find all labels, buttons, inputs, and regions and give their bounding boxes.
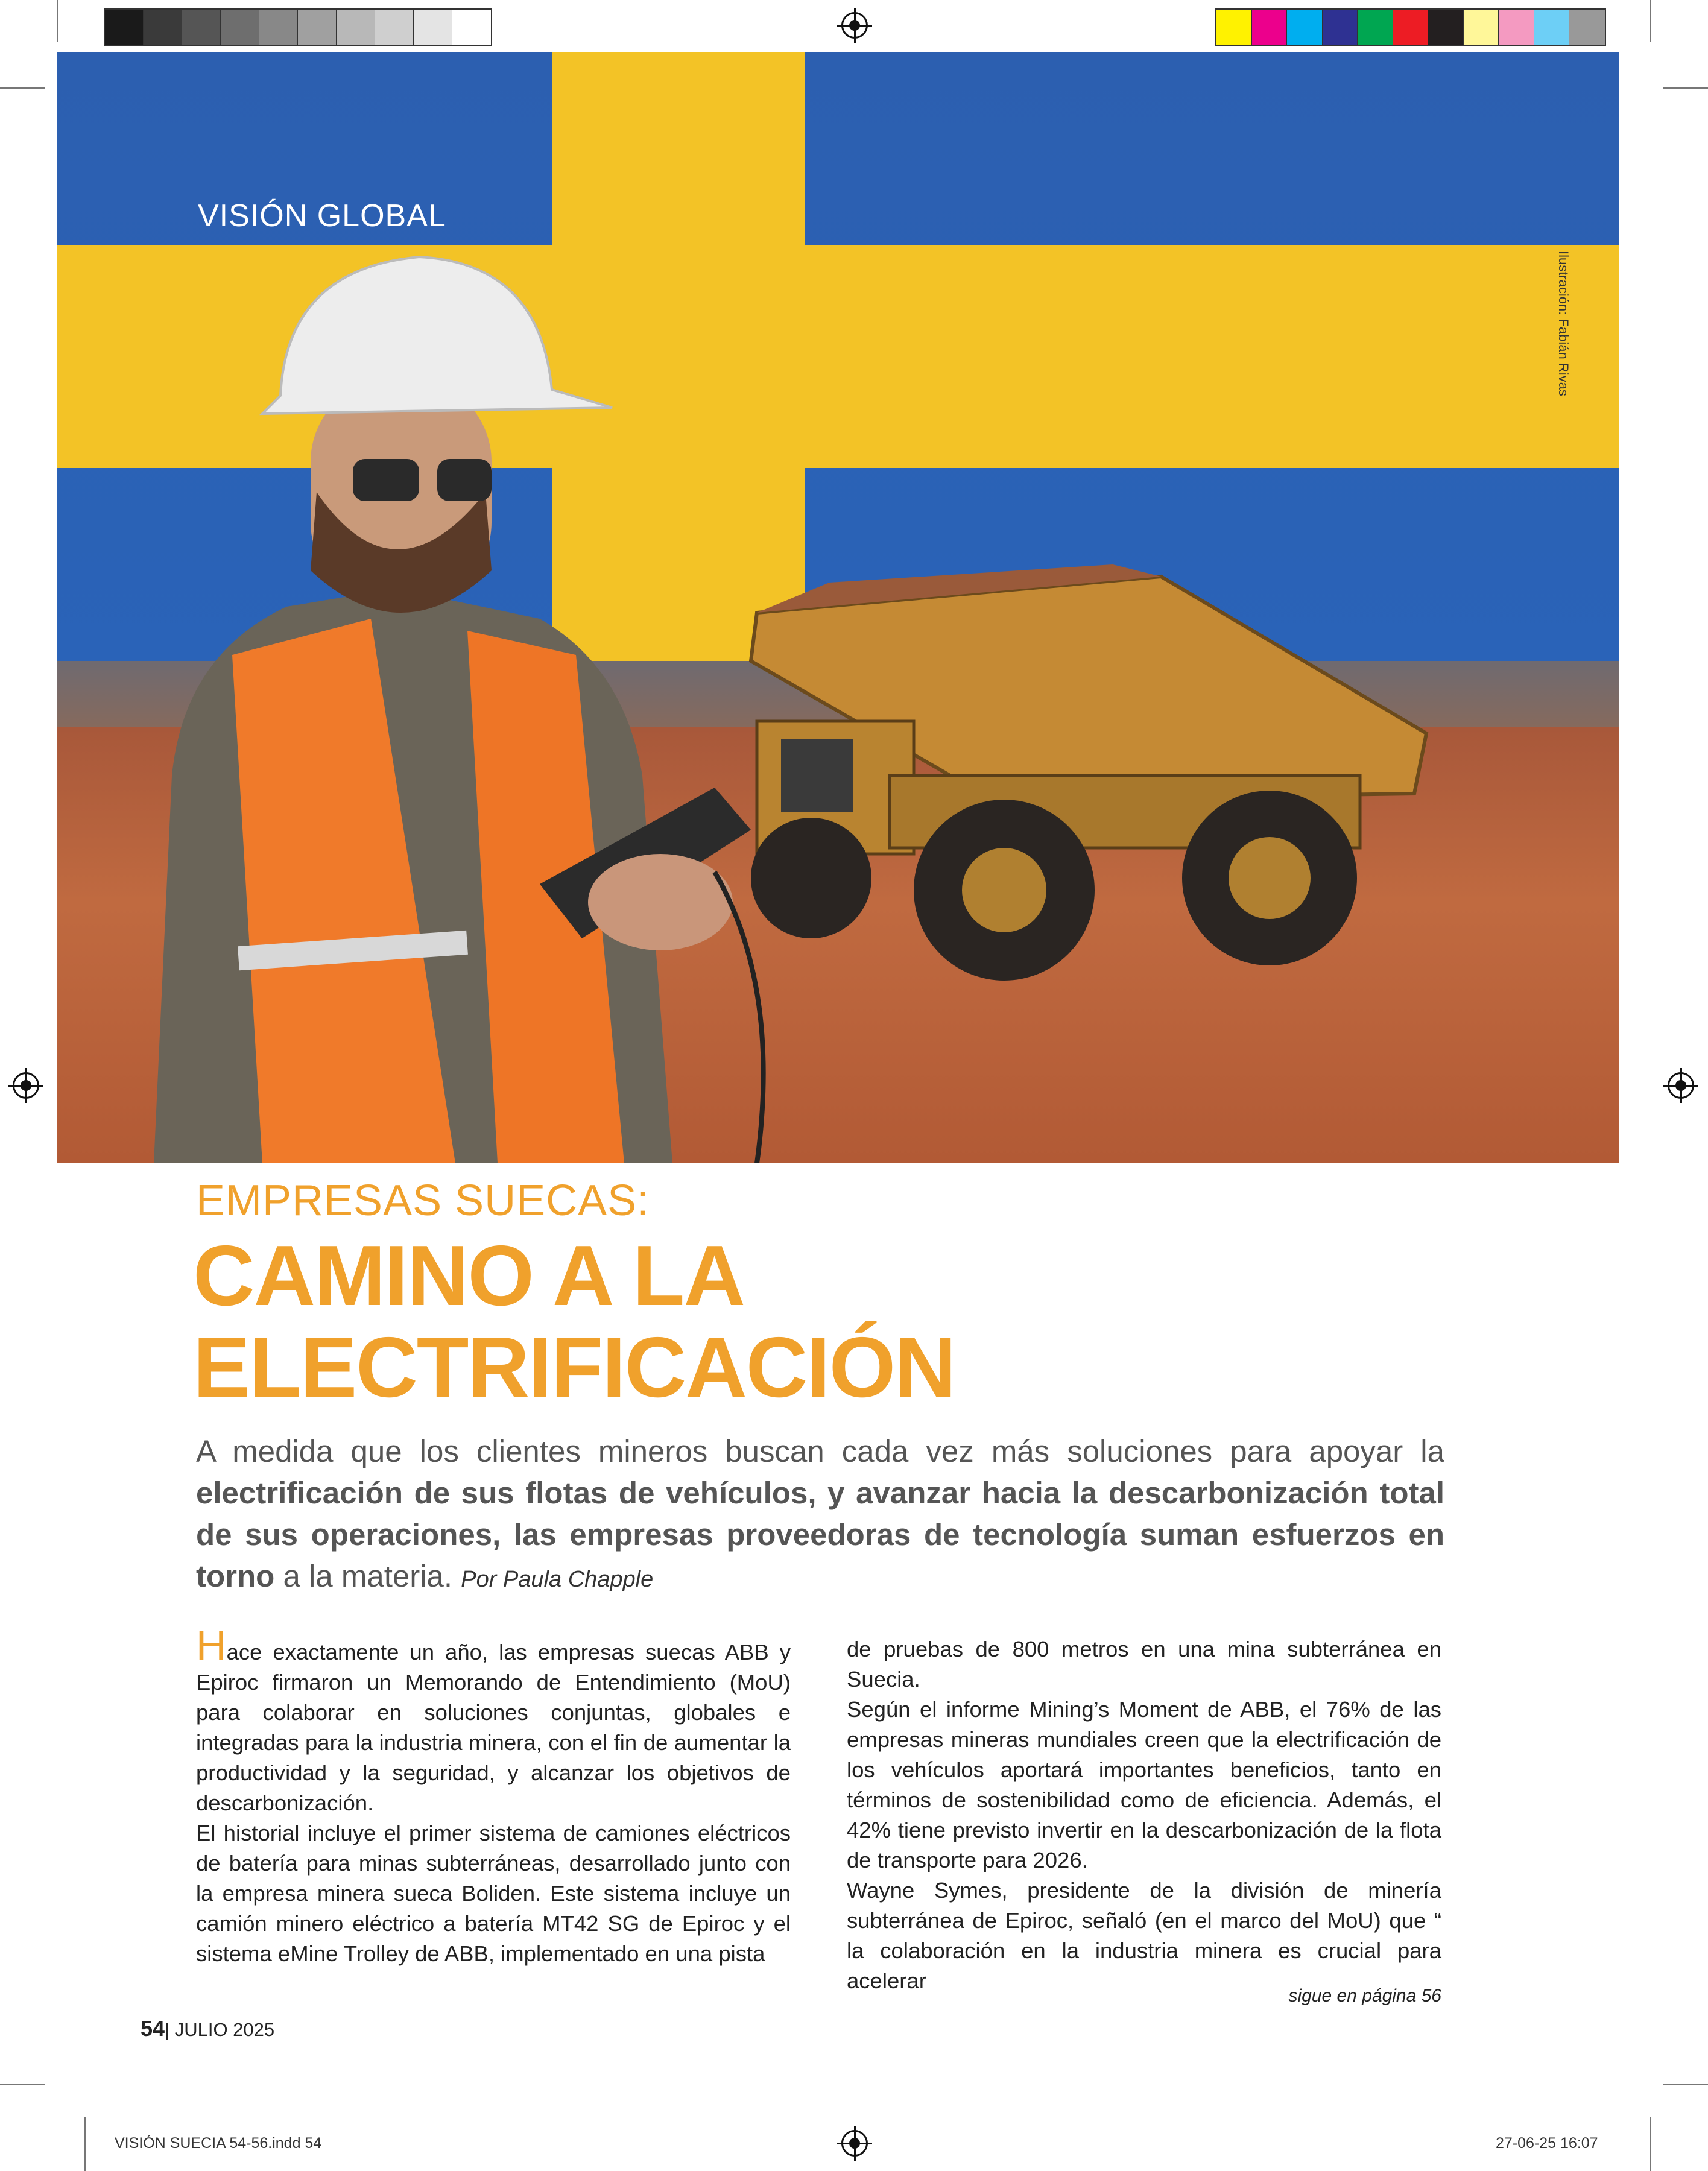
lead-text-bold: electrificación de sus flotas de vehículos, y avanzar hacia la descarbonización total de sus operaciones, las empresas proveedoras de tecnología suman esfuerzos en torno: [196, 1476, 1444, 1593]
color-swatch: [1393, 10, 1429, 45]
article-kicker: EMPRESAS SUECAS:: [196, 1177, 650, 1225]
lead-text-2: a la materia.: [283, 1559, 453, 1593]
lead-text-1: A medida que los clientes mineros buscan cada vez más soluciones para apoyar la: [196, 1434, 1444, 1468]
color-swatch: [1252, 10, 1288, 45]
color-swatch: [414, 10, 452, 45]
crop-mark: [0, 2084, 45, 2085]
body-column-1: [196, 1622, 791, 1969]
color-swatch: [1216, 10, 1252, 45]
issue-date: | JULIO 2025: [165, 2019, 275, 2040]
print-slug-date: 27-06-25 16:07: [1496, 2135, 1598, 2152]
color-swatch: [1499, 10, 1534, 45]
color-swatch: [1358, 10, 1393, 45]
mining-worker-illustration: [81, 233, 823, 1163]
color-swatch: [1287, 10, 1323, 45]
crop-mark: [0, 87, 45, 89]
article-lead: [196, 1430, 1444, 1601]
page-folio: [141, 2016, 274, 2041]
registration-mark-left: [13, 1072, 39, 1099]
body-paragraph: Wayne Symes, presidente de la división de minería subterránea de Epiroc, señaló (en el marco del MoU) que “ la colaboración en la industria minera es crucial para acelerar: [847, 1878, 1441, 1993]
crop-mark: [1663, 2084, 1708, 2085]
print-slug-file: VISIÓN SUECIA 54-56.indd 54: [115, 2135, 322, 2152]
color-swatch: [1464, 10, 1499, 45]
crop-mark: [1650, 2117, 1651, 2171]
color-swatch: [105, 10, 144, 45]
page-number: 54: [141, 2016, 165, 2041]
color-swatch: [337, 10, 375, 45]
mining-dump-truck-illustration: [739, 540, 1450, 999]
color-swatch: [1323, 10, 1358, 45]
body-paragraph: Según el informe Mining’s Moment de ABB, el 76% de las empresas mineras mundiales creen que la electrificación de los vehículos aportará importantes beneficios, tanto en términos de sostenibilidad como de eficiencia. Además, el 42% tiene previsto invertir en la descarbonización de la flota de transporte para 2026.: [847, 1697, 1441, 1872]
crop-mark: [57, 0, 58, 42]
color-calibration-bar: [1215, 8, 1606, 46]
color-swatch: [144, 10, 182, 45]
article-title-line-2: ELECTRIFICACIÓN: [193, 1319, 955, 1415]
registration-mark-top: [841, 12, 868, 39]
color-swatch: [1428, 10, 1464, 45]
color-swatch: [375, 10, 414, 45]
crop-mark: [1663, 87, 1708, 89]
registration-mark-bottom: [841, 2130, 868, 2157]
continued-on-page: sigue en página 56: [1288, 1986, 1441, 2006]
gray-calibration-bar: [104, 8, 492, 46]
body-paragraph: de pruebas de 800 metros en una mina subterránea en Suecia.: [847, 1637, 1441, 1692]
body-column-2: [847, 1634, 1441, 1996]
color-swatch: [298, 10, 337, 45]
hero-illustration: [57, 52, 1619, 1163]
registration-mark-right: [1668, 1072, 1694, 1099]
color-swatch: [452, 10, 491, 45]
body-paragraph: El historial incluye el primer sistema de camiones eléctricos de batería para minas subterráneas, desarrollado junto con la empresa minera sueca Boliden. Este sistema incluye un camión minero eléctrico a batería MT42 SG de Epiroc y el sistema eMine Trolley de ABB, implementado en una pista: [196, 1821, 791, 1966]
color-swatch: [259, 10, 298, 45]
byline: Por Paula Chapple: [461, 1567, 654, 1592]
body-paragraph: Hace exactamente un año, las empresas suecas ABB y Epiroc firmaron un Memorando de Entendimiento (MoU) para colaborar en soluciones conjuntas, globales e integradas para la industria minera, con el fin de aumentar la productividad y la seguridad, y alcanzar los objetivos de descarbonización.: [196, 1622, 791, 1815]
article-title-line-1: CAMINO A LA: [193, 1228, 745, 1324]
color-swatch: [221, 10, 259, 45]
color-swatch: [1534, 10, 1570, 45]
color-swatch: [182, 10, 221, 45]
color-swatch: [1569, 10, 1605, 45]
crop-mark: [84, 2117, 86, 2171]
illustration-credit: Ilustración: Fabián Rivas: [1556, 251, 1571, 396]
crop-mark: [1650, 0, 1651, 42]
article-title: [193, 1230, 955, 1414]
drop-cap: H: [196, 1622, 227, 1669]
section-label: VISIÓN GLOBAL: [198, 198, 446, 233]
